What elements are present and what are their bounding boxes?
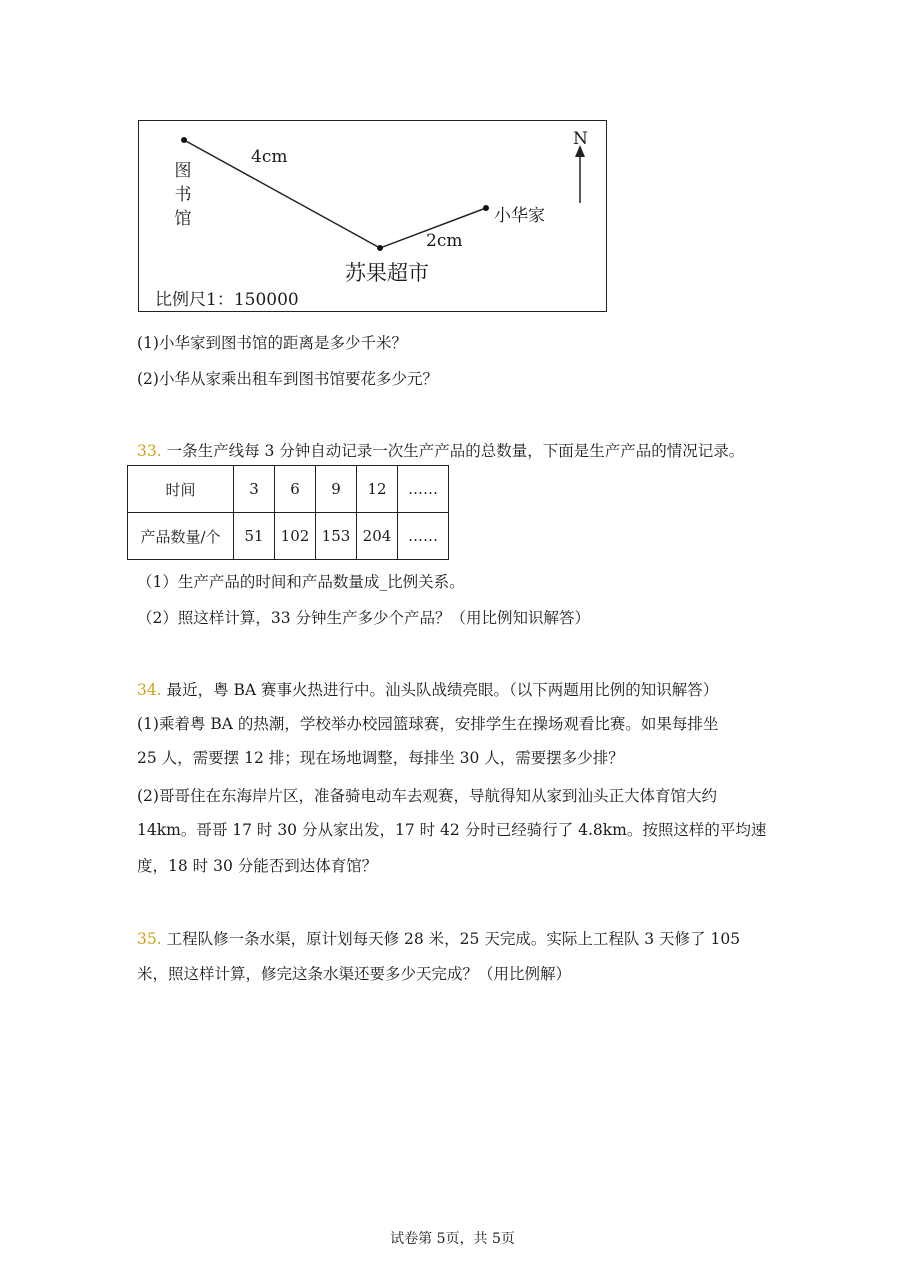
library-label-char: 书 — [174, 185, 192, 205]
question-33 — [137, 439, 744, 461]
question-stem: 一条生产线每 3 分钟自动记录一次生产产品的总数量，下面是生产产品的情况记录。 — [166, 442, 745, 460]
question-number: 35. — [137, 930, 162, 948]
q34-subquestion-1-line: (1)乘着粤 BA 的热潮，学校举办校园篮球赛，安排学生在操场观看比赛。如果每排坐 — [137, 715, 719, 733]
q34-subquestion-1-line: 25 人，需要摆 12 排；现在场地调整，每排坐 30 人，需要摆多少排？ — [137, 749, 624, 767]
home-point — [483, 205, 489, 211]
table-row-header: 时间 — [128, 466, 234, 513]
q34-subquestion-2-line: 度，18 时 30 分能否到达体育馆？ — [137, 857, 378, 875]
q34-subquestion-2-line: (2)哥哥住在东海岸片区，准备骑电动车去观赛，导航得知从家到汕头正大体育馆大约 — [137, 787, 717, 805]
production-table — [127, 465, 449, 560]
table-cell: 102 — [275, 513, 316, 560]
q34-subquestion-2-line: 14km。哥哥 17 时 30 分从家出发，17 时 42 分时已经骑行了 4.8km。按照这样的平均速 — [137, 821, 767, 839]
table-cell: 153 — [316, 513, 357, 560]
library-label — [173, 159, 193, 231]
supermarket-point — [377, 245, 383, 251]
distance-library-label: 4cm — [251, 147, 288, 167]
table-cell: …… — [398, 466, 449, 513]
question-35-line: 米，照这样计算，修完这条水渠还要多少天完成？（用比例解） — [137, 965, 572, 983]
q33-subquestion-2: （2）照这样计算，33 分钟生产多少个产品？（用比例知识解答） — [137, 609, 591, 627]
supermarket-label: 苏果超市 — [345, 261, 429, 285]
table-cell: 204 — [357, 513, 398, 560]
table-cell: 9 — [316, 466, 357, 513]
home-label: 小华家 — [494, 206, 545, 226]
question-number: 34. — [137, 681, 162, 699]
question-stem: 工程队修一条水渠，原计划每天修 28 米，25 天完成。实际上工程队 3 天修了 105 — [166, 930, 741, 948]
q32-subquestion-1: (1)小华家到图书馆的距离是多少千米？ — [137, 334, 407, 352]
table-row-header: 产品数量/个 — [128, 513, 234, 560]
library-label-char: 图 — [174, 161, 192, 181]
table-cell: …… — [398, 513, 449, 560]
question-number: 33. — [137, 442, 162, 460]
question-34 — [137, 678, 718, 700]
table-row — [128, 513, 449, 560]
distance-home-label: 2cm — [426, 231, 463, 251]
map-figure — [138, 120, 607, 312]
library-label-char: 馆 — [174, 209, 192, 229]
north-label: N — [573, 129, 588, 149]
q32-subquestion-2: (2)小华从家乘出租车到图书馆要花多少元？ — [137, 370, 438, 388]
scale-label: 比例尺1：150000 — [155, 290, 299, 310]
table-cell: 3 — [234, 466, 275, 513]
table-cell: 6 — [275, 466, 316, 513]
question-35 — [137, 927, 740, 949]
table-cell: 12 — [357, 466, 398, 513]
table-cell: 51 — [234, 513, 275, 560]
page-footer: 试卷第 5页，共 5页 — [390, 1231, 515, 1247]
q33-subquestion-1: （1）生产产品的时间和产品数量成_比例关系。 — [137, 573, 465, 591]
table-row — [128, 466, 449, 513]
question-stem: 最近，粤 BA 赛事火热进行中。汕头队战绩亮眼。（以下两题用比例的知识解答） — [166, 681, 719, 699]
library-point — [181, 137, 187, 143]
